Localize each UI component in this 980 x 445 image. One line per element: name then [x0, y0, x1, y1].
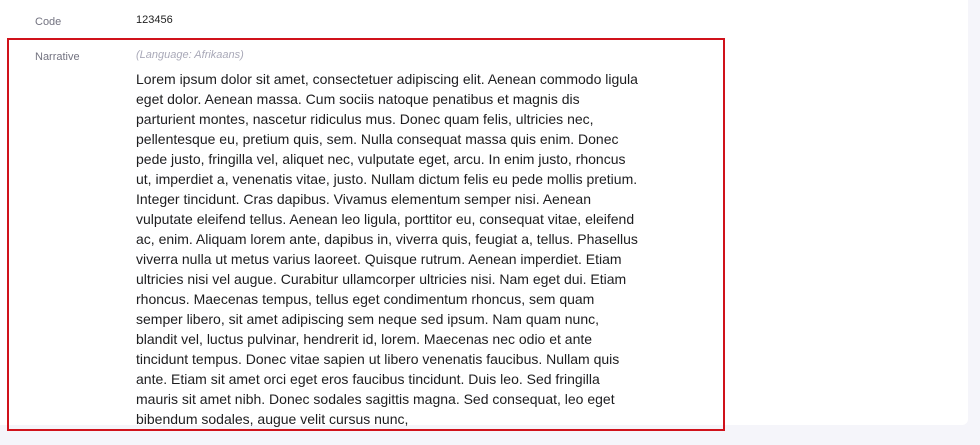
narrative-language-note: (Language: Afrikaans): [136, 49, 244, 61]
narrative-row-highlighted: [7, 38, 725, 431]
code-label: Code: [35, 16, 62, 28]
narrative-label: Narrative: [35, 51, 80, 63]
narrative-text: Lorem ipsum dolor sit amet, consectetuer adipiscing elit. Aenean commodo ligula eget dolor. Aenean massa. Cum sociis natoque penatibus et magnis dis parturient montes, nascetur ridiculus mus. Donec quam felis, ultricies nec, pellentesque eu, pretium quis, sem. Nulla consequat massa quis enim. Donec pede justo, fringilla vel, aliquet nec, vulputate eget, arcu. In enim justo, rhoncus ut, imperdiet a, venenatis vitae, justo. Nullam dictum felis eu pede mollis pretium. Integer tincidunt. Cras dapibus. Vivamus elementum semper nisi. Aenean vulputate eleifend tellus. Aenean leo ligula, porttitor eu, consequat vitae, eleifend ac, enim. Aliquam lorem ante, dapibus in, viverra quis, feugiat a, tellus. Phasellus viverra nulla ut metus varius laoreet. Quisque rutrum. Aenean imperdiet. Etiam ultricies nisi vel augue. Curabitur ullamcorper ultricies nisi. Nam eget dui. Etiam rhoncus. Maecenas tempus, tellus eget condimentum rhoncus, sem quam semper libero, sit amet adipiscing sem neque sed ipsum. Nam quam nunc, blandit vel, luctus pulvinar, hendrerit id, lorem. Maecenas nec odio et ante tincidunt tempus. Donec vitae sapien ut libero venenatis faucibus. Nullam quis ante. Etiam sit amet orci eget eros faucibus tincidunt. Duis leo. Sed fringilla mauris sit amet nibh. Donec sodales sagittis magna. Sed consequat, leo eget bibendum sodales, augue velit cursus nunc,: [136, 71, 638, 427]
code-value: 123456: [136, 14, 173, 26]
code-row: [0, 0, 968, 36]
